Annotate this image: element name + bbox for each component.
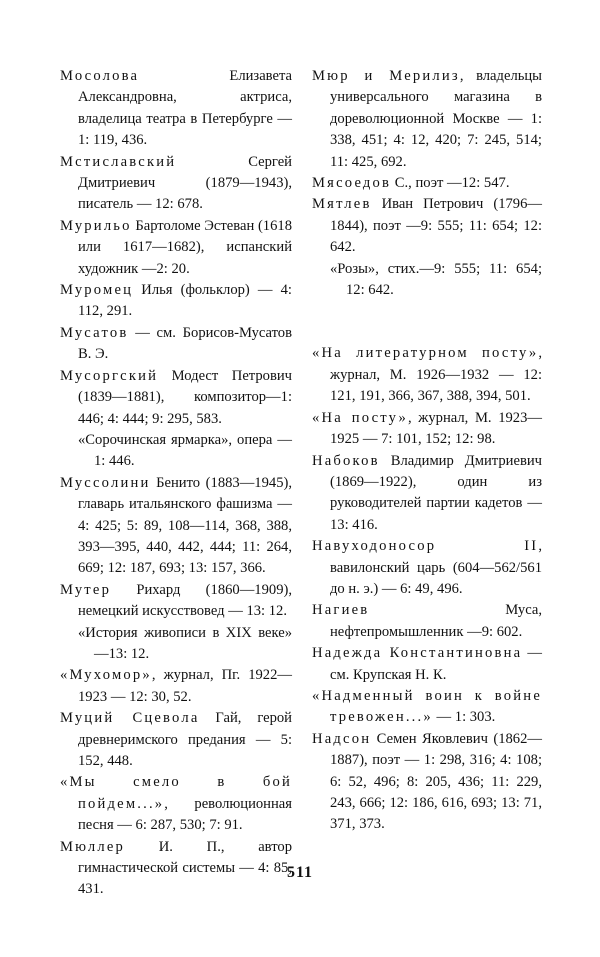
index-entry [60,708,292,772]
entry-text: Бартоломе Эстеван (1618 или 1617—1682), испанский художник —2: 20. [78,217,292,277]
page-number: 511 [286,864,314,881]
entry-headword: Мусатов [60,324,129,341]
index-entry [60,665,292,708]
entry-headword: Мутер [60,581,112,598]
entry-headword: Муций Сцевола [60,710,200,727]
index-entry [60,216,292,280]
right-column [312,66,542,836]
entry-headword: Мятлев [312,196,372,213]
entry-text: Семен Яковлевич (1862—1887), поэт — 1: 298, 316; 4: 108; 6: 52, 496; 8: 205, 436; 11: 229, 243, 666; 12: 186, 616, 693; 13: 71, 371, 373. [330,730,542,833]
entry-text: Гай, герой древнеримского предания — 5: 152, 448. [78,710,292,769]
entry-text: Илья (фольклор) — 4: 112, 291. [78,282,292,320]
index-entry [60,366,292,430]
entry-headword: Мюр и Мерилиз [312,68,460,84]
index-entry [60,66,292,152]
entry-text: , журнал, М. 1926—1932 — 12: 121, 191, 366, 367, 388, 394, 501. [330,345,542,405]
right-column-top-group [312,66,542,301]
entry-text: «Розы», стих.—9: 555; 11: 654; 12: 642. [330,260,542,299]
entry-text: С., поэт —12: 547. [391,175,510,192]
entry-headword: Муссолини [60,474,151,491]
entry-headword: «На литературном посту» [312,345,539,362]
entry-text: — см. Борисов-Мусатов В. Э. [78,324,292,363]
entry-headword: Мясоедов [312,175,392,192]
section-gap [312,301,542,343]
entry-text: Сергей Дмитриевич (1879—1943), писатель — 12: 678. [78,153,292,213]
entry-headword: «На посту» [312,409,409,426]
index-entry [312,408,542,451]
entry-text: «История живописи в XIX веке» —13: 12. [78,624,292,662]
index-subentry [312,259,542,302]
entry-text: Бенито (1883—1945), главарь итальянского фашизма — 4: 425; 5: 89, 108—114, 368, 388, 393—395, 440, 442, 444; 11: 264, 669; 12: 187, 693; 13: 157, 366. [78,474,292,577]
entry-headword: «Надменный воин к войне тревожен...» [312,687,542,726]
entry-headword: Мстиславский [60,153,177,170]
entry-text: , владельцы универсального магазина в дореволюционной Москве — 1: 338, 451; 4: 12, 420; 7: 245, 514; 11: 425, 692. [330,68,542,170]
entry-text: Муса, нефтепромышленник —9: 602. [330,602,542,640]
entry-text: — см. Крупская Н. К. [330,645,542,683]
entry-text: И. П., автор гимнастической системы — 4: 85, 431. [78,838,292,898]
index-entry [60,323,292,366]
index-entry [60,152,292,216]
index-subentry [60,430,292,473]
entry-headword: Мурильо [60,217,132,234]
entry-text: Рихард (1860—1909), немецкий искусствовед — 13: 12. [78,581,292,620]
index-entry [312,729,542,836]
entry-headword: Мюллер [60,838,126,855]
index-entry [60,280,292,323]
index-entry [312,194,542,258]
entry-headword: Надсон [312,730,372,747]
entry-text: — 1: 303. [432,709,496,726]
entry-headword: Надежда Константиновна [312,645,523,662]
entry-headword: «Мухомор» [60,667,152,684]
index-entry [312,451,542,537]
index-entry [60,473,292,580]
index-subentry [60,623,292,666]
entry-text: Елизавета Александровна, актриса, владелица театра в Петербурге — 1: 119, 436. [78,68,292,149]
entry-text: «Сорочинская ярмарка», опера — 1: 446. [78,431,292,470]
index-entry [312,173,542,194]
index-entry [312,643,542,686]
index-entry [312,600,542,643]
entry-text: , вавилонский царь (604—562/561 до н. э.) — 6: 49, 496. [330,538,542,597]
index-entry [312,66,542,173]
index-entry [60,580,292,623]
entry-headword: Набоков [312,452,380,469]
left-column [60,66,292,901]
entry-text: , революционная песня — 6: 287, 530; 7: 91. [78,795,292,834]
entry-text: Модест Петрович (1839—1881), композитор—1: 446; 4: 444; 9: 295, 583. [78,367,292,427]
entry-text: , журнал, М. 1923—1925 — 7: 101, 152; 12: 98. [330,409,542,448]
index-entry [312,686,542,729]
entry-headword: Мусоргский [60,367,159,384]
entry-headword: Нагиев [312,602,370,619]
entry-text: , журнал, Пг. 1922—1923 — 12: 30, 52. [78,667,292,705]
right-column-bottom-group [312,343,542,835]
entry-headword: «Мы смело в бой пойдем...» [60,774,292,812]
entry-headword: Муромец [60,282,134,299]
index-entry [312,536,542,600]
entry-text: Иван Петрович (1796—1844), поэт —9: 555; 11: 654; 12: 642. [330,196,542,256]
entry-headword: Навуходоносор II [312,538,539,555]
index-entry [60,772,292,836]
index-entry [312,343,542,407]
entry-text: Владимир Дмитриевич (1869—1922), один из руководителей партии кадетов —13: 416. [330,452,542,533]
entry-headword: Мосолова [60,68,140,84]
